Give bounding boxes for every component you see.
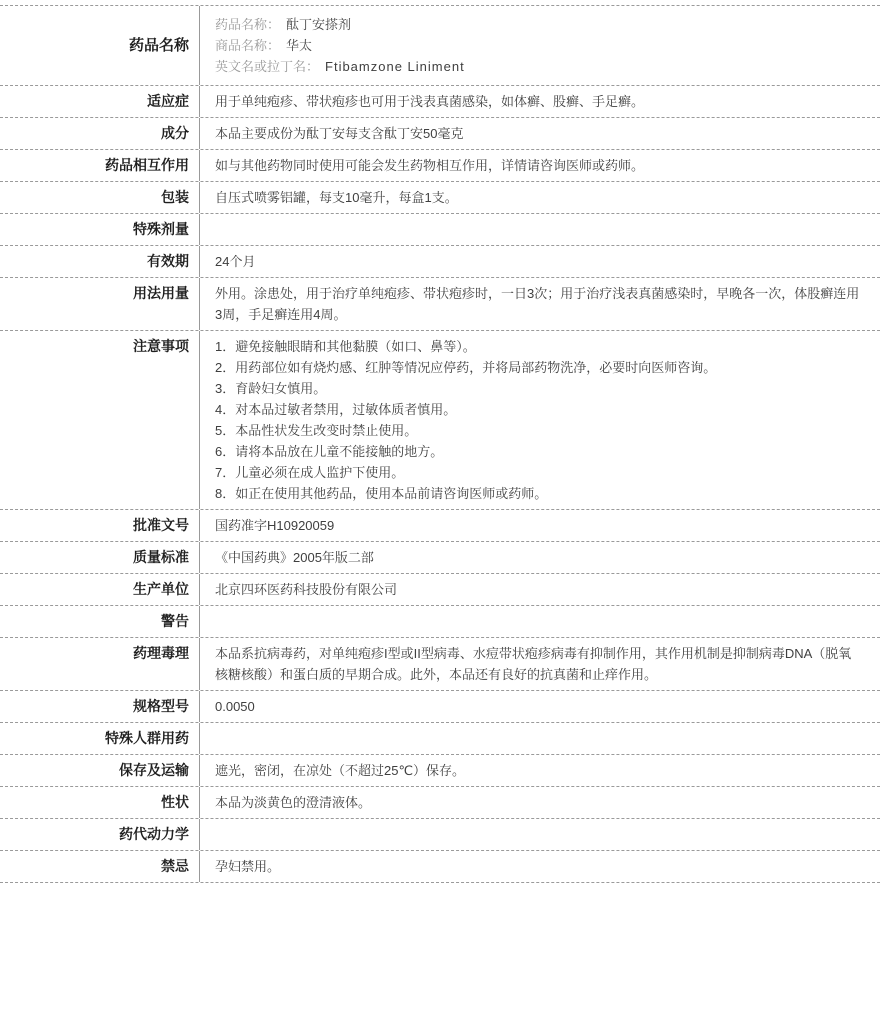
sub-label: 英文名或拉丁名：	[215, 59, 320, 74]
table-row-specification	[0, 691, 880, 723]
table-row-ingredients	[0, 118, 880, 150]
row-label: 特殊人群用药	[0, 723, 200, 754]
row-label: 保存及运输	[0, 755, 200, 786]
row-value: 本品为淡黄色的澄清液体。	[215, 795, 372, 810]
precaution-item: 1．避免接触眼睛和其他黏膜（如口、鼻等）。	[215, 339, 476, 354]
row-label: 禁忌	[0, 851, 200, 882]
precaution-item: 7．儿童必须在成人监护下使用。	[215, 465, 405, 480]
row-label: 药代动力学	[0, 819, 200, 850]
row-label: 药理毒理	[0, 638, 200, 690]
table-row-properties	[0, 787, 880, 819]
precaution-item: 6．请将本品放在儿童不能接触的地方。	[215, 444, 444, 459]
table-row-contraindications	[0, 851, 880, 883]
row-label: 药品名称	[0, 6, 200, 85]
row-value: 24个月	[215, 254, 256, 269]
row-value	[200, 606, 880, 637]
table-row-shelf-life	[0, 246, 880, 278]
table-row-quality-standard	[0, 542, 880, 574]
row-value: 北京四环医药科技股份有限公司	[215, 582, 398, 597]
table-row-special-dosage	[0, 214, 880, 246]
row-label: 特殊剂量	[0, 214, 200, 245]
row-value: 外用。涂患处，用于治疗单纯疱疹、带状疱疹时，一日3次；用于治疗浅表真菌感染时，早晚各一次，体股癣连用3周，手足癣连用4周。	[215, 286, 860, 322]
row-value: 0.0050	[215, 699, 255, 714]
table-row-packaging	[0, 182, 880, 214]
row-value: 国药准字H10920059	[215, 518, 335, 533]
row-value: 本品系抗病毒药，对单纯疱疹I型或II型病毒、水痘带状疱疹病毒有抑制作用，其作用机制是抑制病毒DNA（脱氧核糖核酸）和蛋白质的早期合成。此外，本品还有良好的抗真菌和止痒作用。	[215, 646, 852, 682]
drug-name-line	[215, 14, 860, 35]
trade-name-line	[215, 35, 860, 56]
row-label: 警告	[0, 606, 200, 637]
row-label: 药品相互作用	[0, 150, 200, 181]
row-label: 注意事项	[0, 331, 200, 509]
table-row-drug-name	[0, 6, 880, 86]
row-label: 用法用量	[0, 278, 200, 330]
row-label: 性状	[0, 787, 200, 818]
table-row-storage-transport	[0, 755, 880, 787]
row-value: 遮光，密闭，在凉处（不超过25℃）保存。	[215, 763, 466, 778]
row-label: 包装	[0, 182, 200, 213]
row-value	[200, 331, 880, 509]
row-value: 自压式喷雾铝罐，每支10毫升，每盒1支。	[215, 190, 458, 205]
sub-label: 药品名称：	[215, 17, 281, 32]
table-row-warning	[0, 606, 880, 638]
row-label: 适应症	[0, 86, 200, 117]
table-row-pharmacokinetics	[0, 819, 880, 851]
drug-info-table	[0, 5, 880, 883]
precaution-item: 5．本品性状发生改变时禁止使用。	[215, 423, 418, 438]
table-row-indications	[0, 86, 880, 118]
table-row-interactions	[0, 150, 880, 182]
row-value: 用于单纯疱疹、带状疱疹也可用于浅表真菌感染，如体癣、股癣、手足癣。	[215, 94, 645, 109]
row-value: 本品主要成份为酞丁安每支含酞丁安50毫克	[215, 126, 464, 141]
sub-value: 酞丁安搽剂	[286, 17, 352, 32]
table-row-special-populations	[0, 723, 880, 755]
row-label: 有效期	[0, 246, 200, 277]
latin-name-line	[215, 56, 860, 77]
precaution-item: 8．如正在使用其他药品，使用本品前请咨询医师或药师。	[215, 486, 548, 501]
row-value	[200, 819, 880, 850]
row-value	[200, 723, 880, 754]
row-value	[200, 214, 880, 245]
table-row-approval-number	[0, 510, 880, 542]
row-label: 规格型号	[0, 691, 200, 722]
table-row-pharmacology-toxicology	[0, 638, 880, 691]
row-value: 如与其他药物同时使用可能会发生药物相互作用，详情请咨询医师或药师。	[215, 158, 645, 173]
row-label: 批准文号	[0, 510, 200, 541]
row-label: 生产单位	[0, 574, 200, 605]
precaution-item: 2．用药部位如有烧灼感、红肿等情况应停药，并将局部药物洗净，必要时向医师咨询。	[215, 360, 717, 375]
table-row-manufacturer	[0, 574, 880, 606]
sub-value: 华太	[286, 38, 313, 53]
table-row-dosage-usage	[0, 278, 880, 331]
table-row-precautions	[0, 331, 880, 510]
row-label: 成分	[0, 118, 200, 149]
precaution-item: 4．对本品过敏者禁用，过敏体质者慎用。	[215, 402, 457, 417]
precaution-item: 3．育龄妇女慎用。	[215, 381, 327, 396]
sub-value: Ftibamzone Liniment	[325, 59, 465, 74]
row-label: 质量标准	[0, 542, 200, 573]
row-value	[200, 6, 880, 85]
row-value: 孕妇禁用。	[215, 859, 281, 874]
sub-label: 商品名称：	[215, 38, 281, 53]
row-value: 《中国药典》2005年版二部	[215, 550, 374, 565]
